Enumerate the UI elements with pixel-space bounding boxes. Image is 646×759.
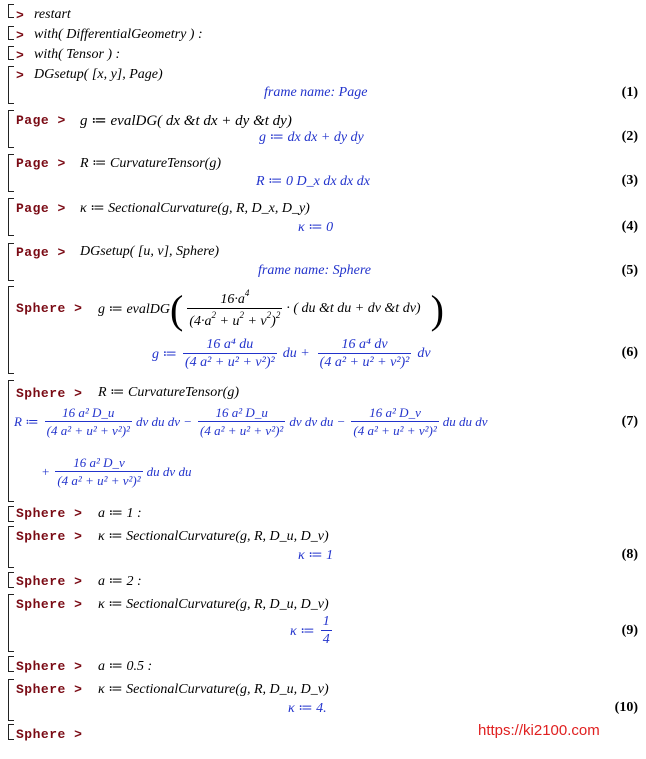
evaldg-suffix: · ( du &t du + dv &t dv): [286, 301, 421, 316]
exec-group-bracket[interactable]: [8, 26, 14, 40]
command-dgsetup-page[interactable]: DGsetup( [x, y], Page): [34, 67, 163, 82]
input-prompt[interactable]: >: [16, 68, 25, 83]
exec-group-bracket[interactable]: [8, 656, 14, 672]
exec-group-bracket[interactable]: [8, 154, 14, 192]
output-curvature-sphere-line1: R ≔ $\frac{\text{16 a² D\_u}}{\text{(4 a² + u² + v²)²}}$ dv du dv − $\frac{\text{16 a² D\_u}}{\text{(4 a² + u² + v²)²}}$ dv dv du − $\frac{\text{16 a² D\_v}}{\text{(4 a² + u² + v²)²}}$ du du dv: [14, 405, 488, 438]
watermark-text: https://ki2100.com: [478, 722, 600, 739]
input-prompt-page[interactable]: Page >: [16, 156, 66, 171]
input-prompt-page[interactable]: Page >: [16, 113, 66, 128]
command-set-a-2[interactable]: a ≔ 2 :: [98, 574, 142, 589]
equation-label: (5): [621, 263, 638, 278]
output-kappa-page: κ ≔ 0: [298, 220, 334, 235]
output-frame-page: frame name: Page: [264, 85, 368, 100]
equation-label: (9): [621, 623, 638, 638]
equation-label: (6): [621, 345, 638, 360]
equation-label: (7): [621, 414, 638, 429]
command-curvature-sphere[interactable]: R ≔ CurvatureTensor(g): [98, 385, 239, 400]
input-prompt-sphere[interactable]: Sphere >: [16, 529, 83, 544]
command-sectional-sphere-2[interactable]: κ ≔ SectionalCurvature(g, R, D_u, D_v): [98, 597, 329, 612]
evaldg-num: 16·a: [220, 292, 245, 307]
input-prompt-sphere[interactable]: Sphere >: [16, 682, 83, 697]
input-prompt-sphere[interactable]: Sphere >: [16, 386, 83, 401]
output-curvature-page: R ≔ 0 D_x dx dx dx: [256, 174, 370, 189]
command-with-tensor[interactable]: with( Tensor ) :: [34, 47, 121, 62]
exec-group-bracket[interactable]: [8, 110, 14, 148]
evaldg-prefix: g ≔ evalDG: [98, 301, 171, 317]
equation-label: (2): [621, 129, 638, 144]
output-curvature-sphere-line2: + $\frac{\text{16 a² D\_v}}{\text{(4 a² + u² + v²)²}}$ du dv du: [42, 455, 192, 488]
evaldg-fraction: $\frac{16\cdot a^4}{(4\cdot a^2 + u^2 + v^2)^2}$: [189, 288, 281, 329]
exec-group-bracket[interactable]: [8, 66, 14, 104]
output-frame-sphere: frame name: Sphere: [258, 263, 372, 278]
input-prompt-sphere[interactable]: Sphere >: [16, 506, 83, 521]
input-prompt-sphere[interactable]: Sphere >: [16, 574, 83, 589]
input-prompt-sphere[interactable]: Sphere >: [16, 597, 83, 612]
output-kappa-2: κ ≔ $\frac{1}{4}$: [290, 614, 330, 647]
input-prompt[interactable]: >: [16, 8, 25, 23]
output-metric-sphere: g ≔ $\frac{\text{16 a⁴ du}}{\text{(4 a² + u² + v²)²}}$ du + $\frac{\text{16 a⁴ dv}}{\text{(4 a² + u² + v²)²}}$ dv: [152, 337, 431, 370]
output-kappa-1: κ ≔ 1: [298, 548, 334, 563]
metric-frac-2: $\frac{\text{16 a⁴ dv}}{\text{(4 a² + u² + v²)²}}$: [319, 337, 410, 370]
command-curvature-page[interactable]: R ≔ CurvatureTensor(g): [80, 156, 221, 171]
exec-group-bracket[interactable]: [8, 572, 14, 588]
equation-label: (1): [621, 85, 638, 100]
command-set-a-05[interactable]: a ≔ 0.5 :: [98, 659, 153, 674]
equation-label: (10): [614, 700, 638, 715]
command-evaldg-page[interactable]: g ≔ evalDG( dx &t dx + dy &t dy): [80, 113, 292, 129]
equation-label: (8): [621, 547, 638, 562]
close-paren: ): [430, 286, 444, 332]
exec-group-bracket[interactable]: [8, 506, 14, 522]
exec-group-bracket[interactable]: [8, 198, 14, 236]
command-with-diffgeom[interactable]: with( DifferentialGeometry ) :: [34, 27, 203, 42]
command-evaldg-sphere[interactable]: [98, 284, 444, 334]
command-sectional-page[interactable]: κ ≔ SectionalCurvature(g, R, D_x, D_y): [80, 201, 310, 216]
exec-group-bracket[interactable]: [8, 46, 14, 60]
exec-group-bracket[interactable]: [8, 724, 14, 740]
equation-label: (3): [621, 173, 638, 188]
input-prompt-sphere[interactable]: Sphere >: [16, 659, 83, 674]
command-sectional-sphere-3[interactable]: κ ≔ SectionalCurvature(g, R, D_u, D_v): [98, 682, 329, 697]
input-prompt-page[interactable]: Page >: [16, 245, 66, 260]
input-prompt-sphere[interactable]: Sphere >: [16, 301, 83, 316]
command-sectional-sphere-1[interactable]: κ ≔ SectionalCurvature(g, R, D_u, D_v): [98, 529, 329, 544]
exec-group-bracket[interactable]: [8, 594, 14, 652]
input-prompt[interactable]: >: [16, 48, 25, 63]
exec-group-bracket[interactable]: [8, 526, 14, 568]
input-prompt-sphere-empty[interactable]: Sphere >: [16, 727, 83, 742]
input-prompt-page[interactable]: Page >: [16, 201, 66, 216]
exec-group-bracket[interactable]: [8, 4, 14, 18]
exec-group-bracket[interactable]: [8, 679, 14, 721]
command-restart[interactable]: restart: [34, 7, 71, 22]
command-set-a-1[interactable]: a ≔ 1 :: [98, 506, 142, 521]
open-paren: (: [170, 286, 184, 332]
metric-frac-1: $\frac{\text{16 a⁴ du}}{\text{(4 a² + u² + v²)²}}$: [184, 337, 275, 370]
output-metric-page: g ≔ dx dx + dy dy: [259, 130, 364, 145]
exec-group-bracket[interactable]: [8, 286, 14, 374]
exec-group-bracket[interactable]: [8, 243, 14, 281]
output-kappa-3: κ ≔ 4.: [288, 701, 327, 716]
equation-label: (4): [621, 219, 638, 234]
input-prompt[interactable]: >: [16, 28, 25, 43]
command-dgsetup-sphere[interactable]: DGsetup( [u, v], Sphere): [80, 244, 220, 259]
